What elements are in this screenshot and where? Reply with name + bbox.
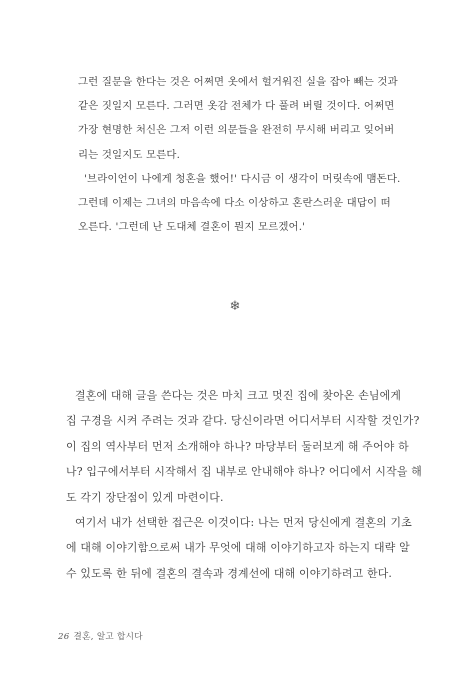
- text-line: 같은 짓일지 모른다. 그러면 옷감 전체가 다 풀려 버릴 것이다. 어쩌면: [78, 100, 395, 113]
- text-line: '브라이언이 나에게 청혼을 했어!' 다시금 이 생각이 머릿속에 맴돈다.: [84, 172, 401, 185]
- top-text-block: [78, 70, 418, 239]
- bottom-text-block: [66, 383, 442, 586]
- text-line: 리는 것일지도 모른다.: [78, 148, 181, 161]
- text-line: 결혼에 대해 글을 쓴다는 것은 마치 크고 멋진 집에 찾아온 손님에게: [75, 389, 402, 402]
- page-number: 26: [58, 632, 70, 642]
- text-line: 집 구경을 시켜 주려는 것과 같다. 당신이라면 어디서부터 시작할 것인가?: [66, 414, 420, 428]
- text-line: 이 집의 역사부터 먼저 소개해야 하나? 마당부터 둘러보게 해 주어야 하: [66, 439, 409, 453]
- text-line: 여기서 내가 선택한 접근은 이것이다: 나는 먼저 당신에게 결혼의 기초: [75, 516, 412, 530]
- text-line: 도 각기 장단점이 있게 마련이다.: [66, 490, 224, 504]
- text-line: 그런데 이제는 그녀의 마음속에 다소 이상하고 혼란스러운 대답이 떠: [78, 197, 391, 210]
- text-line: 에 대해 이야기함으로써 내가 무엇에 대해 이야기하고자 하는지 대략 알: [66, 541, 410, 555]
- page-footer: [58, 630, 143, 642]
- text-line: 나? 입구에서부터 시작해서 집 내부로 안내해야 하나? 어디에서 시작을 해: [66, 465, 422, 479]
- text-line: 오른다. '그런데 난 도대체 결혼이 뭔지 모르겠어.': [78, 221, 306, 234]
- text-line: 그런 질문을 한다는 것은 어쩌면 옷에서 헐거워진 실을 잡아 빼는 것과: [78, 76, 398, 88]
- text-line: 가장 현명한 처신은 그저 이런 의문들을 완전히 무시해 버리고 잊어버: [78, 124, 395, 137]
- section-divider-icon: ❄: [229, 299, 241, 314]
- book-title: 결혼, 알고 합시다: [73, 632, 143, 642]
- text-line: 수 있도록 한 뒤에 결혼의 결속과 경계선에 대해 이야기하려고 한다.: [66, 566, 393, 580]
